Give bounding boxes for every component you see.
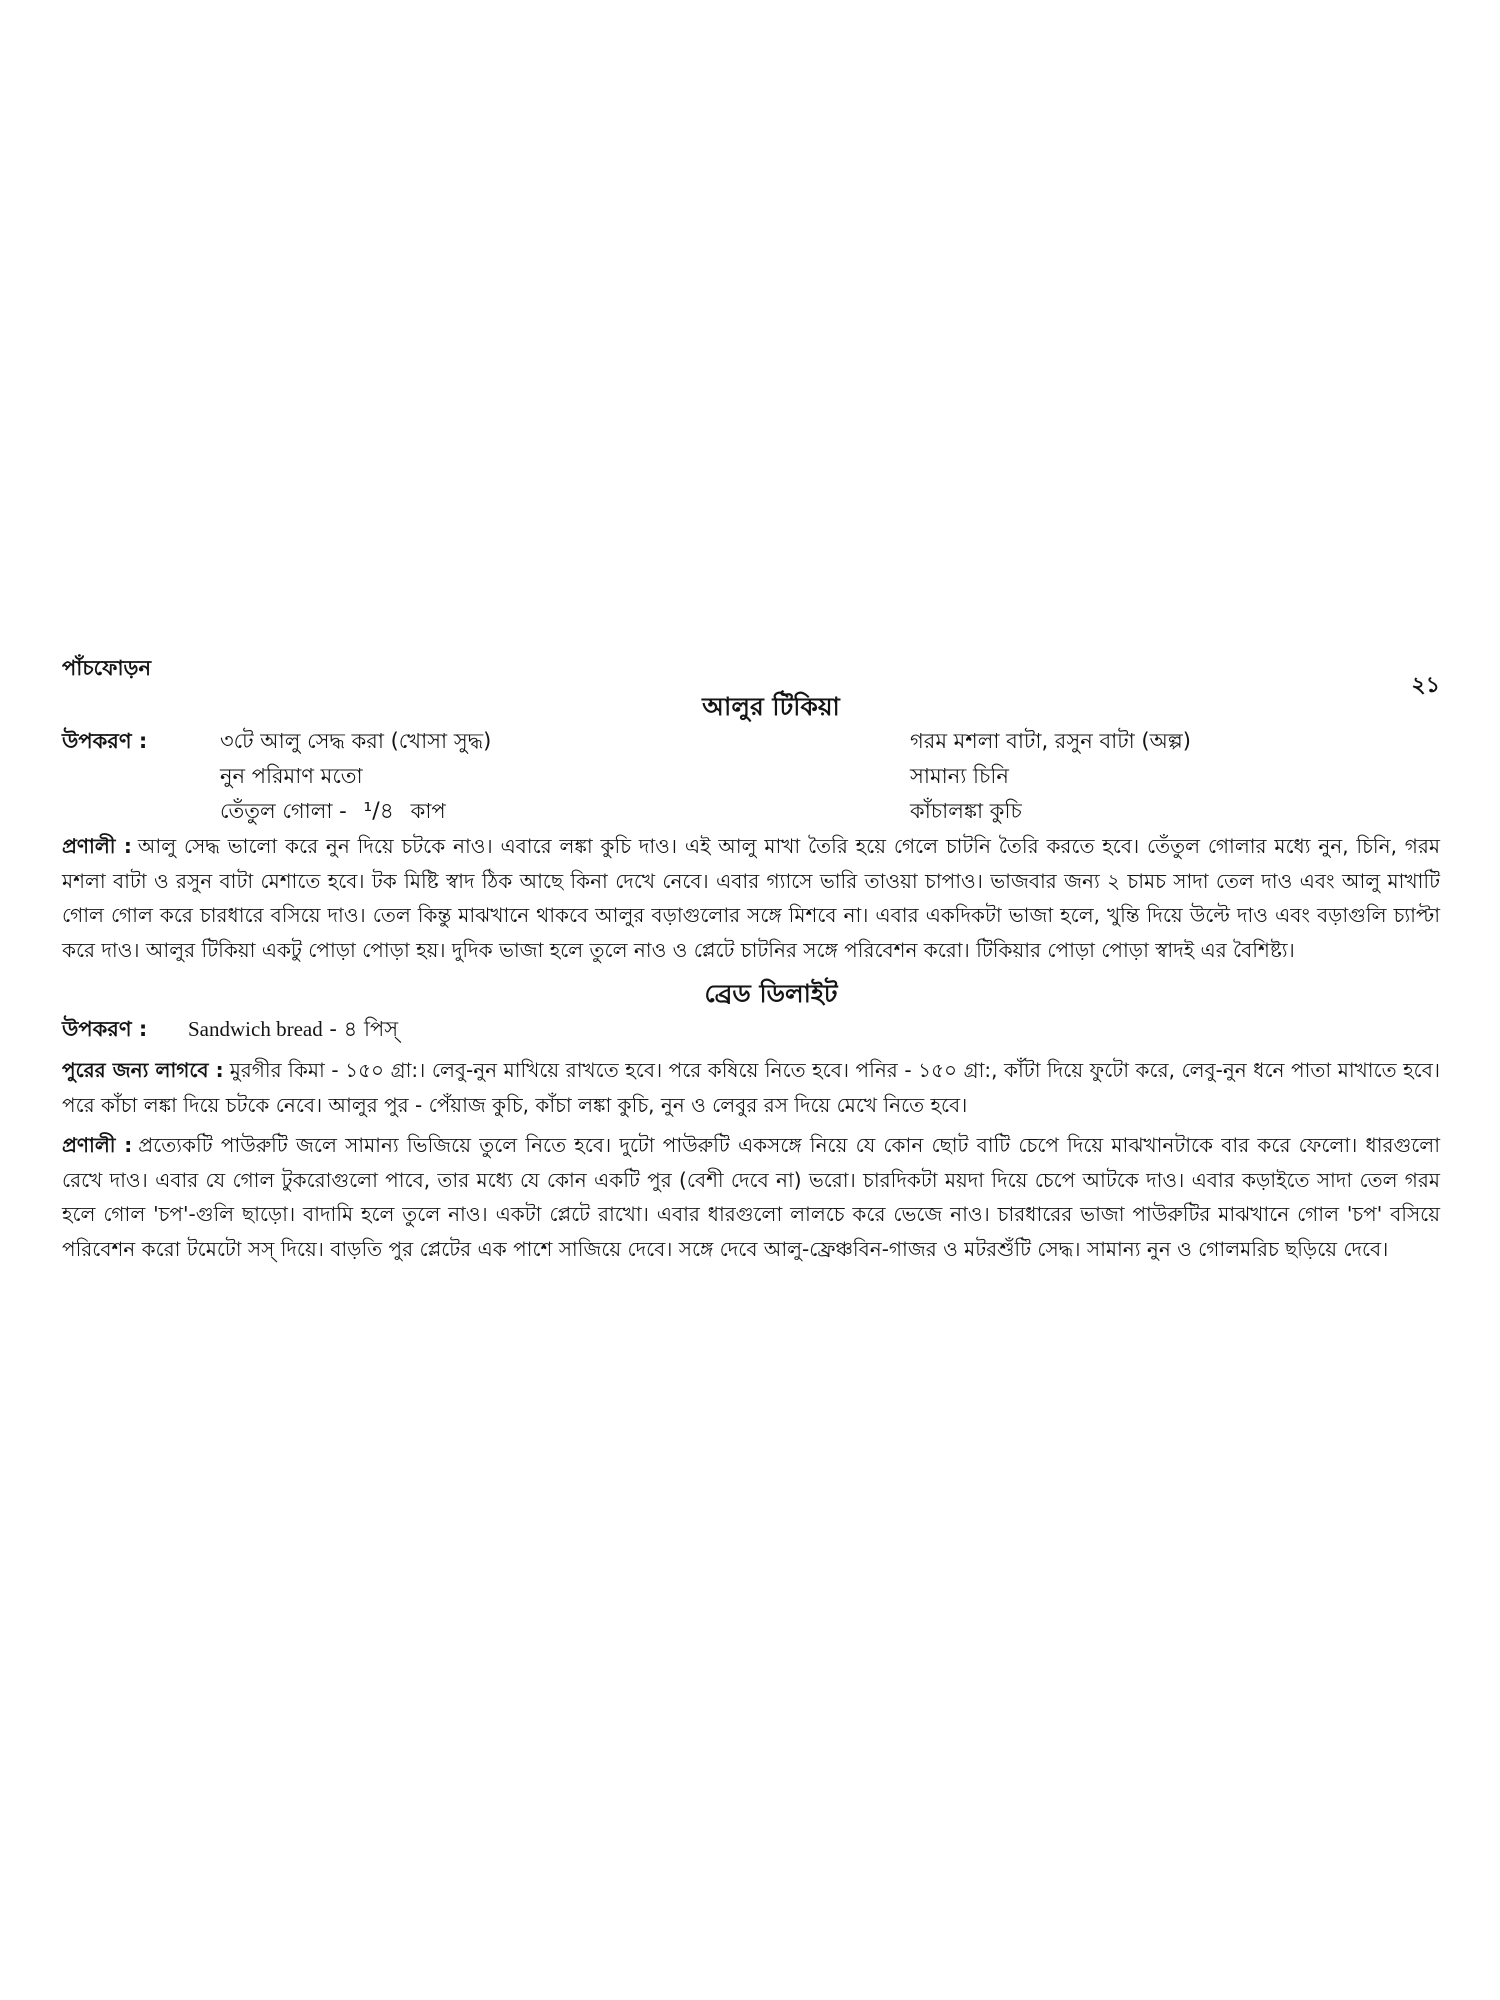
ingredient-item: কাঁচালঙ্কা কুচি: [910, 799, 1022, 823]
ingredient-tamarind: তেঁতুল গোলা -: [220, 799, 347, 823]
filling-label: পুরের জন্য লাগবে :: [62, 1058, 224, 1082]
recipe-title-bread-delight: ব্রেড ডিলাইট: [704, 979, 838, 1008]
ingredient-quantity: - ৪ পিস্: [322, 1017, 399, 1041]
filling-paragraph: [62, 1053, 1440, 1122]
ingredient-item: [220, 794, 910, 829]
method-paragraph: [62, 1128, 1440, 1266]
running-title: পাঁচফোড়ন: [62, 656, 152, 680]
fraction-quarter: ¹/৪: [363, 799, 394, 824]
ingredients-line: [62, 1011, 1440, 1047]
ingredients-label: উপকরণ :: [62, 729, 148, 753]
book-page: [62, 652, 1440, 1266]
method-label: প্রণালী :: [62, 1133, 133, 1157]
ingredient-sandwich-bread: Sandwich bread: [188, 1017, 323, 1041]
ingredient-item: গরম মশলা বাটা, রসুন বাটা (অল্প): [910, 729, 1191, 753]
recipe-title-aloo-tikia: আলুর টিকিয়া: [702, 692, 840, 721]
unit-cup: কাপ: [410, 799, 446, 823]
method-text: আলু সেদ্ধ ভালো করে নুন দিয়ে চটকে নাও। এবারে লঙ্কা কুচি দাও। এই আলু মাখা তৈরি হয়ে গেলে চাটনি তৈরি করতে হবে। তেঁতুল গোলার মধ্যে নুন, চিনি, গরম মশলা বাটা ও রসুন বাটা মেশাতে হবে। টক মিষ্টি স্বাদ ঠিক আছে কিনা দেখে নেবে। এবার গ্যাসে ভারি তাওয়া চাপাও। ভাজবার জন্য ২ চামচ সাদা তেল দাও এবং আলু মাখাটি গোল গোল করে চারধারে বসিয়ে দাও। তেল কিন্তু মাঝখানে থাকবে আলুর বড়াগুলোর সঙ্গে মিশবে না। এবার একদিকটা ভাজা হলে, খুন্তি দিয়ে উল্টে দাও এবং বড়াগুলি চ্যাপ্টা করে দাও। আলুর টিকিয়া একটু পোড়া পোড়া হয়। দুদিক ভাজা হলে তুলে নাও ও প্লেটে চাটনির সঙ্গে পরিবেশন করো। টিকিয়ার পোড়া পোড়া স্বাদই এর বৈশিষ্ট্য।: [62, 834, 1440, 962]
method-paragraph: [62, 829, 1440, 967]
ingredient-item: সামান্য চিনি: [910, 764, 1009, 788]
running-head: [62, 652, 1440, 698]
ingredients-block: [62, 724, 1440, 829]
method-label: প্রণালী :: [62, 834, 132, 858]
ingredient-item: নুন পরিমাণ মতো: [220, 764, 363, 788]
filling-text: মুরগীর কিমা - ১৫০ গ্রা:। লেবু-নুন মাখিয়ে রাখতে হবে। পরে কষিয়ে নিতে হবে। পনির - ১৫০ গ্রা:, কাঁটা দিয়ে ফুটো করে, লেবু-নুন ধনে পাতা মাখাতে হবে। পরে কাঁচা লঙ্কা দিয়ে চটকে নেবে। আলুর পুর - পেঁয়াজ কুচি, কাঁচা লঙ্কা কুচি, নুন ও লেবুর রস দিয়ে মেখে নিতে হবে।: [62, 1058, 1440, 1117]
ingredient-item: ৩টে আলু সেদ্ধ করা (খোসা সুদ্ধ): [220, 729, 492, 753]
page-number: ২১: [1411, 673, 1440, 698]
method-text: প্রত্যেকটি পাউরুটি জলে সামান্য ভিজিয়ে তুলে নিতে হবে। দুটো পাউরুটি একসঙ্গে নিয়ে যে কোন ছোট বাটি চেপে দিয়ে মাঝখানটাকে বার করে ফেলো। ধারগুলো রেখে দাও। এবার যে গোল টুকরোগুলো পাবে, তার মধ্যে যে কোন একটি পুর (বেশী দেবে না) ভরো। চারদিকটা ময়দা দিয়ে চেপে আটকে দাও। এবার কড়াইতে সাদা তেল গরম হলে গোল 'চপ'-গুলি ছাড়ো। বাদামি হলে তুলে নাও। একটা প্লেটে রাখো। এবার ধারগুলো লালচে করে ভেজে নাও। চারধারের ভাজা পাউরুটির মাঝখানে গোল 'চপ' বসিয়ে পরিবেশন করো টমেটো সস্ দিয়ে। বাড়তি পুর প্লেটের এক পাশে সাজিয়ে দেবে। সঙ্গে দেবে আলু-ফ্রেঞ্চবিন-গাজর ও মটরশুঁটি সেদ্ধ। সামান্য নুন ও গোলমরিচ ছড়িয়ে দেবে।: [62, 1133, 1440, 1261]
ingredients-label: উপকরণ :: [62, 1017, 148, 1041]
